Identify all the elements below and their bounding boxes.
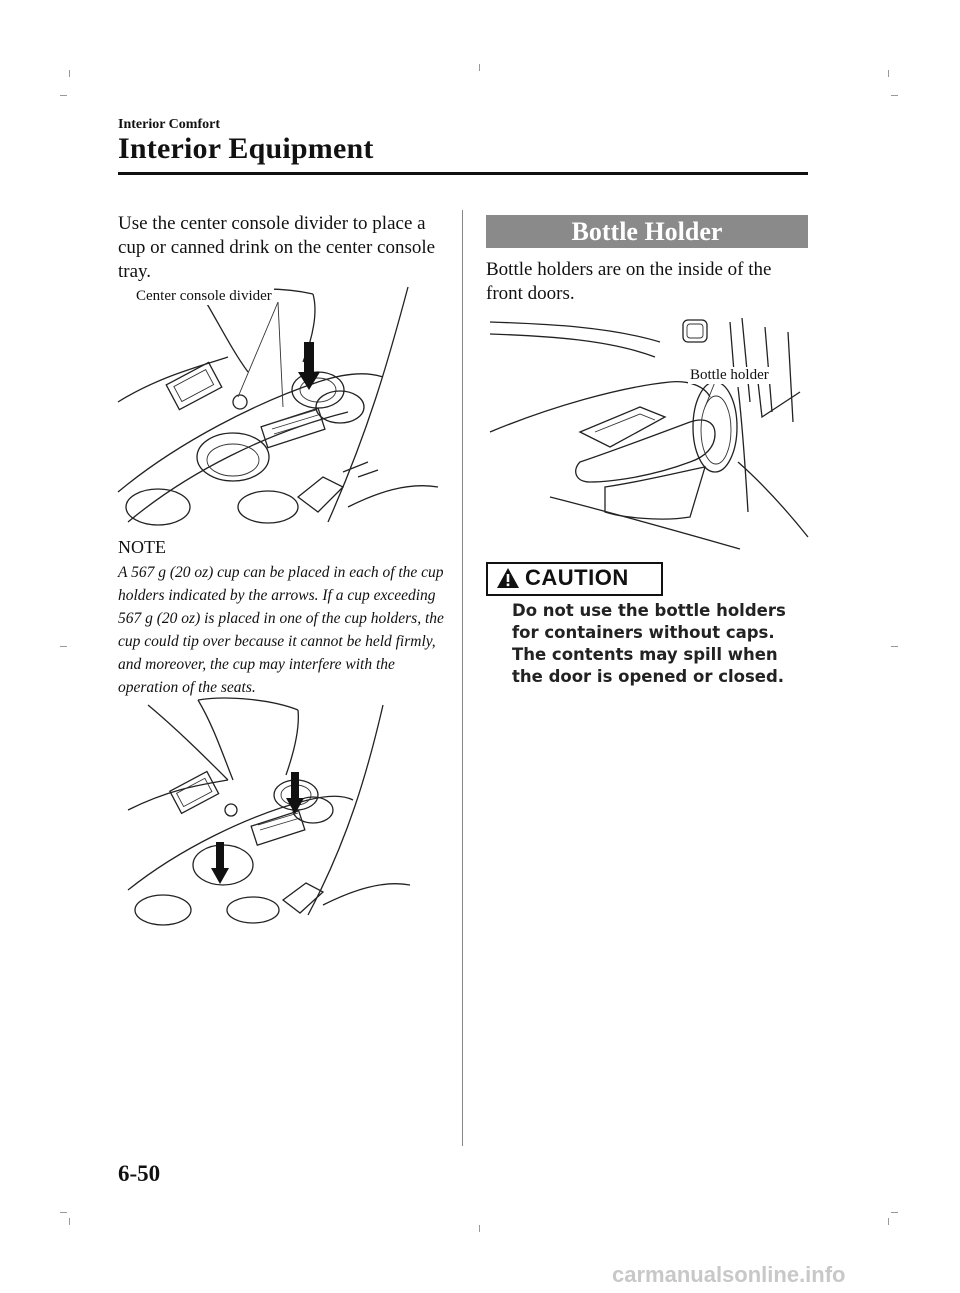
figure1-label: Center console divider bbox=[136, 288, 272, 304]
center-console-figure bbox=[118, 282, 448, 527]
bottle-holder-figure bbox=[490, 312, 808, 550]
bottle-holder-paragraph: Bottle holders are on the inside of the front doors. bbox=[486, 259, 772, 304]
cup-holder-arrows-figure bbox=[128, 700, 413, 920]
watermark: carmanualsonline.info bbox=[612, 1262, 846, 1287]
column-divider bbox=[462, 210, 463, 1146]
caution-box bbox=[486, 562, 663, 596]
caution-text: Do not use the bottle holders for containers without caps. The contents may spill when the door is opened or closed. bbox=[512, 601, 786, 686]
crop-mark bbox=[479, 64, 480, 71]
section-label: Interior Comfort bbox=[118, 117, 220, 132]
warning-icon bbox=[496, 567, 520, 589]
intro-paragraph: Use the center console divider to place a cup or canned drink on the center console tray. bbox=[118, 213, 436, 282]
crop-mark bbox=[888, 70, 889, 77]
bottle-holder-label: Bottle holder bbox=[690, 367, 769, 383]
note-text: A 567 g (20 oz) cup can be placed in each of the cup holders indicated by the arrows. If a cup exceeding 567 g (20 oz) is placed in one of the cup holders, the cup could tip over because it cannot be held firmly, and moreover, the cup may interfere with the operation of the seats. bbox=[118, 564, 444, 696]
caution-label: CAUTION bbox=[525, 565, 629, 590]
crop-mark bbox=[891, 646, 898, 647]
crop-mark bbox=[891, 1212, 898, 1213]
crop-mark bbox=[69, 70, 70, 77]
section-bar-bottle-holder: Bottle Holder bbox=[486, 215, 808, 248]
page-title: Interior Equipment bbox=[118, 132, 374, 165]
crop-mark bbox=[888, 1218, 889, 1225]
crop-mark bbox=[60, 646, 67, 647]
crop-mark bbox=[69, 1218, 70, 1225]
page-number: 6-50 bbox=[118, 1161, 161, 1186]
crop-mark bbox=[479, 1225, 480, 1232]
crop-mark bbox=[60, 95, 67, 96]
crop-mark bbox=[60, 1212, 67, 1213]
crop-mark bbox=[891, 95, 898, 96]
note-heading: NOTE bbox=[118, 537, 166, 557]
title-rule bbox=[118, 172, 808, 175]
